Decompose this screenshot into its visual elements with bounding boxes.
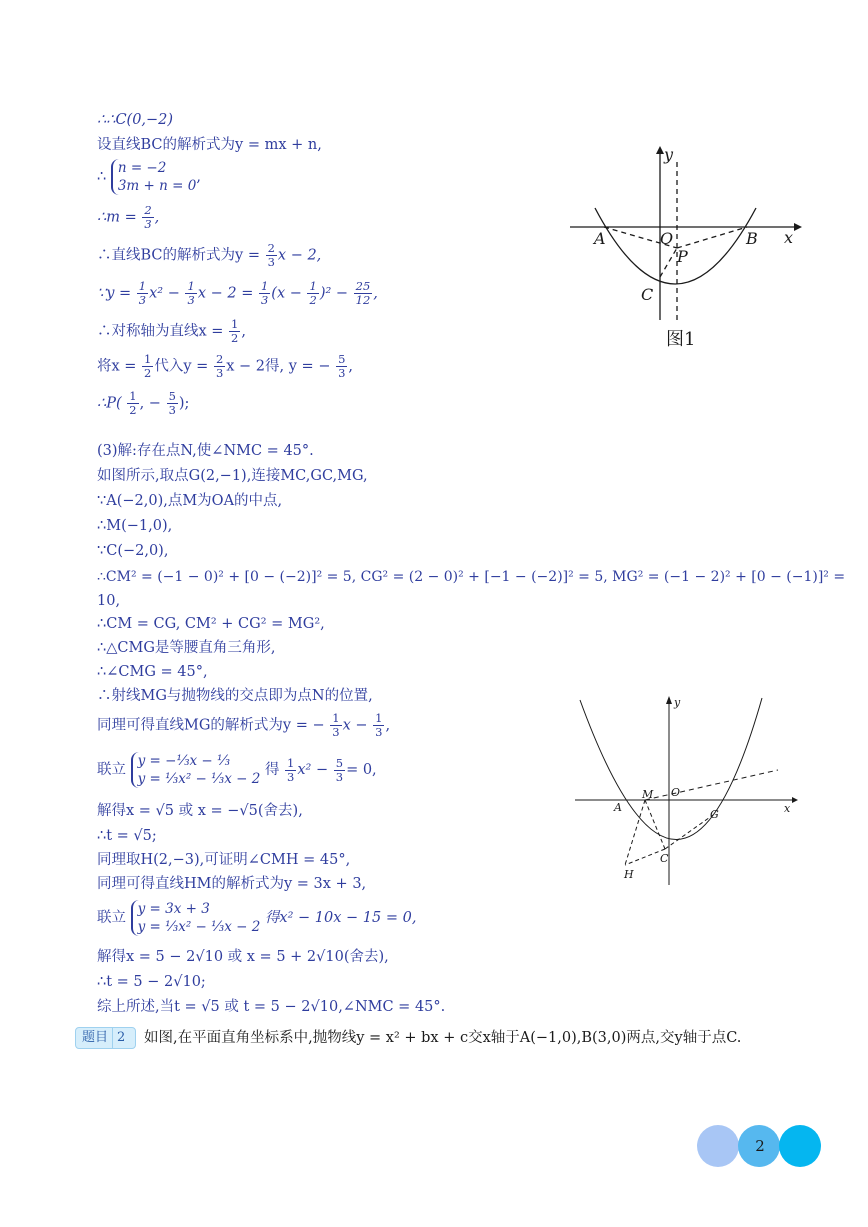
- system-2-eq-a: y = −⅓x − ⅓: [137, 753, 231, 769]
- fraction: $\frac{1}{3}$: [138, 279, 147, 307]
- label-a: A: [594, 229, 606, 248]
- problem-badge-label: 题目: [82, 1030, 109, 1045]
- page-number: 2: [755, 1137, 765, 1155]
- fraction: $\frac{1}{2}$: [309, 279, 317, 307]
- label-x: x: [784, 228, 794, 247]
- y-axis-arrow: [656, 146, 664, 154]
- line-c-point: ∴∴C(0,−2): [97, 112, 174, 128]
- parabola: [595, 208, 756, 284]
- combine-label-2: 联立: [97, 910, 126, 926]
- system-3-eq-a: y = 3x + 3: [137, 901, 210, 917]
- fraction: $\frac{1}{3}$: [187, 279, 195, 307]
- problem-badge-number: 2: [112, 1028, 129, 1048]
- line-ray-mg: ∴射线MG与抛物线的交点即为点N的位置,: [97, 688, 373, 704]
- system-1-eq-a: n = −2: [117, 160, 167, 176]
- x-axis-arrow: [792, 797, 798, 803]
- label-m: M: [642, 788, 654, 801]
- system-3-eq-b: y = ⅓x² − ⅓x − 2: [137, 919, 261, 935]
- y-axis-arrow: [666, 696, 672, 704]
- fraction: $\frac{1}{3}$: [287, 755, 295, 784]
- fraction: $\frac{1}{2}$: [231, 317, 239, 345]
- label-c: C: [660, 852, 669, 865]
- segment-cp: [660, 248, 677, 277]
- line-solve-1: 解得x = √5 或 x = −√5(舍去),: [97, 803, 303, 819]
- system-2-eq-b: y = ⅓x² − ⅓x − 2: [137, 771, 261, 787]
- parabola: [580, 698, 762, 840]
- line-take-h: 同理取H(2,−3),可证明∠CMH = 45°,: [97, 852, 351, 868]
- line-vertex-form: ∵y = $\frac{1}{3}$ x² − $\frac{1}{3}$ x − 2 = $\frac{1}{3}$ (x − $\frac{1}{2}$ )² − $\frac{25}{12}$ ,: [97, 279, 378, 307]
- line-t-2: ∴t = 5 − 2√10;: [97, 974, 206, 990]
- fraction: $\frac{1}{3}$: [375, 711, 383, 739]
- line-bc-setup: 设直线BC的解析式为y = mx + n,: [97, 137, 322, 153]
- label-o: O: [660, 229, 674, 248]
- line-m-point: ∴M(−1,0),: [97, 518, 173, 534]
- line-part3-intro: (3)解:存在点N,使∠NMC = 45°.: [97, 443, 314, 459]
- line-distances-cont: 10,: [97, 593, 121, 609]
- problem-text: 如图,在平面直角坐标系中,抛物线y = x² + bx + c交x轴于A(−1,0),B(3,0)两点,交y轴于点C.: [144, 1030, 742, 1046]
- line-p-point: ∴P( $\frac{1}{2}$ , − $\frac{5}{3}$ );: [97, 389, 190, 417]
- combine-label-1: 联立: [97, 762, 126, 778]
- system-2: [131, 752, 261, 788]
- segment-mh: [625, 800, 645, 865]
- ray-mg: [645, 770, 778, 800]
- line-t-1: ∴t = √5;: [97, 828, 157, 844]
- vertex-form-label: ∵y =: [97, 285, 132, 302]
- fraction: $\frac{2}{3}$: [267, 241, 275, 269]
- line-mg-expression: 同理可得直线MG的解析式为y = − $\frac{1}{3}$ x − $\frac{1}{3}$ ,: [97, 711, 391, 739]
- substitute-label: 将x =: [97, 358, 137, 375]
- label-b: B: [746, 229, 758, 248]
- label-x: x: [784, 802, 791, 815]
- line-substitute: 将x = $\frac{1}{2}$ 代入y = $\frac{2}{3}$ x − 2得, y = − $\frac{5}{3}$ ,: [97, 352, 354, 380]
- line-axis-symmetry: ∴对称轴为直线x = $\frac{1}{2}$ ,: [97, 317, 246, 345]
- figure-2: [570, 690, 805, 890]
- fraction: $\frac{5}{3}$: [168, 389, 176, 417]
- label-p: P: [677, 247, 688, 266]
- label-a: A: [614, 801, 622, 814]
- label-g: G: [710, 808, 719, 821]
- segment-ch: [625, 849, 665, 865]
- line-system-3: 联立 y = 3x + 3 y = ⅓x² − ⅓x − 2 得x² − 10x − 15 = 0,: [97, 901, 417, 935]
- fraction: $\frac{2}{3}$: [144, 203, 152, 231]
- line-conclusion: 综上所述,当t = √5 或 t = 5 − 2√10,∠NMC = 45°.: [97, 999, 446, 1015]
- fraction: $\frac{5}{3}$: [335, 755, 344, 784]
- line-solve-2: 解得x = 5 − 2√10 或 x = 5 + 2√10(舍去),: [97, 949, 389, 965]
- line-isosceles: ∴△CMG是等腰直角三角形,: [97, 640, 276, 656]
- label-o: O: [671, 786, 681, 799]
- fraction: $\frac{1}{3}$: [332, 711, 340, 739]
- label-y: y: [664, 145, 674, 164]
- system-1: [111, 159, 196, 195]
- segment-pb: [677, 227, 747, 248]
- mg-label: 同理可得直线MG的解析式为y = −: [97, 717, 325, 734]
- segment-cg: [665, 815, 713, 849]
- axis-label: ∴对称轴为直线x =: [97, 323, 224, 340]
- fraction: $\frac{5}{3}$: [338, 352, 346, 380]
- label-c: C: [641, 285, 654, 304]
- line-c-point-2: ∵C(−2,0),: [97, 543, 169, 559]
- x-axis-arrow: [794, 223, 802, 231]
- line-hm-expression: 同理可得直线HM的解析式为y = 3x + 3,: [97, 876, 367, 892]
- figure-1: [560, 140, 810, 360]
- line-bc-expression: ∴直线BC的解析式为y = $\frac{2}{3}$ x − 2,: [97, 241, 322, 269]
- line-angle-cmg: ∴∠CMG = 45°,: [97, 664, 208, 680]
- line-system-2: 联立 y = −⅓x − ⅓ y = ⅓x² − ⅓x − 2 得 $\frac{1}{3}$ x² − $\frac{5}{3}$ = 0,: [97, 753, 377, 787]
- label-h: H: [624, 868, 634, 881]
- system-1-tail: ,: [196, 169, 201, 185]
- system-1-eq-b: 3m + n = 0: [117, 178, 197, 194]
- fraction: $\frac{1}{2}$: [144, 352, 152, 380]
- footer-circle-left: [697, 1125, 739, 1167]
- p-label: ∴P(: [97, 395, 122, 412]
- line-m-value: ∴m = $\frac{2}{3}$ ,: [97, 203, 160, 231]
- label-y: y: [674, 696, 681, 709]
- footer-circle-right: [779, 1125, 821, 1167]
- therefore-symbol: ∴: [97, 169, 107, 185]
- m-label: ∴m =: [97, 209, 137, 226]
- fraction: $\frac{25}{12}$: [355, 279, 371, 307]
- figure-1-caption: 图1: [666, 329, 696, 350]
- line-cm-cg: ∴CM = CG, CM² + CG² = MG²,: [97, 616, 325, 632]
- bc-label: ∴直线BC的解析式为y =: [97, 247, 260, 264]
- line-distances: ∴CM² = (−1 − 0)² + [0 − (−2)]² = 5, CG² = (2 − 0)² + [−1 − (−2)]² = 5, MG² = (−1 − 2)² + [0 − (−1)]² =: [97, 569, 846, 585]
- problem-badge: [75, 1027, 136, 1049]
- line-a-point: ∵A(−2,0),点M为OA的中点,: [97, 493, 283, 509]
- segment-mc: [645, 800, 665, 849]
- line-take-g: 如图所示,取点G(2,−1),连接MC,GC,MG,: [97, 468, 368, 484]
- system-3: [131, 900, 261, 936]
- fraction: $\frac{1}{2}$: [129, 389, 137, 417]
- line-system-1: [97, 159, 201, 195]
- fraction: $\frac{1}{3}$: [260, 279, 269, 307]
- fraction: $\frac{2}{3}$: [215, 352, 224, 380]
